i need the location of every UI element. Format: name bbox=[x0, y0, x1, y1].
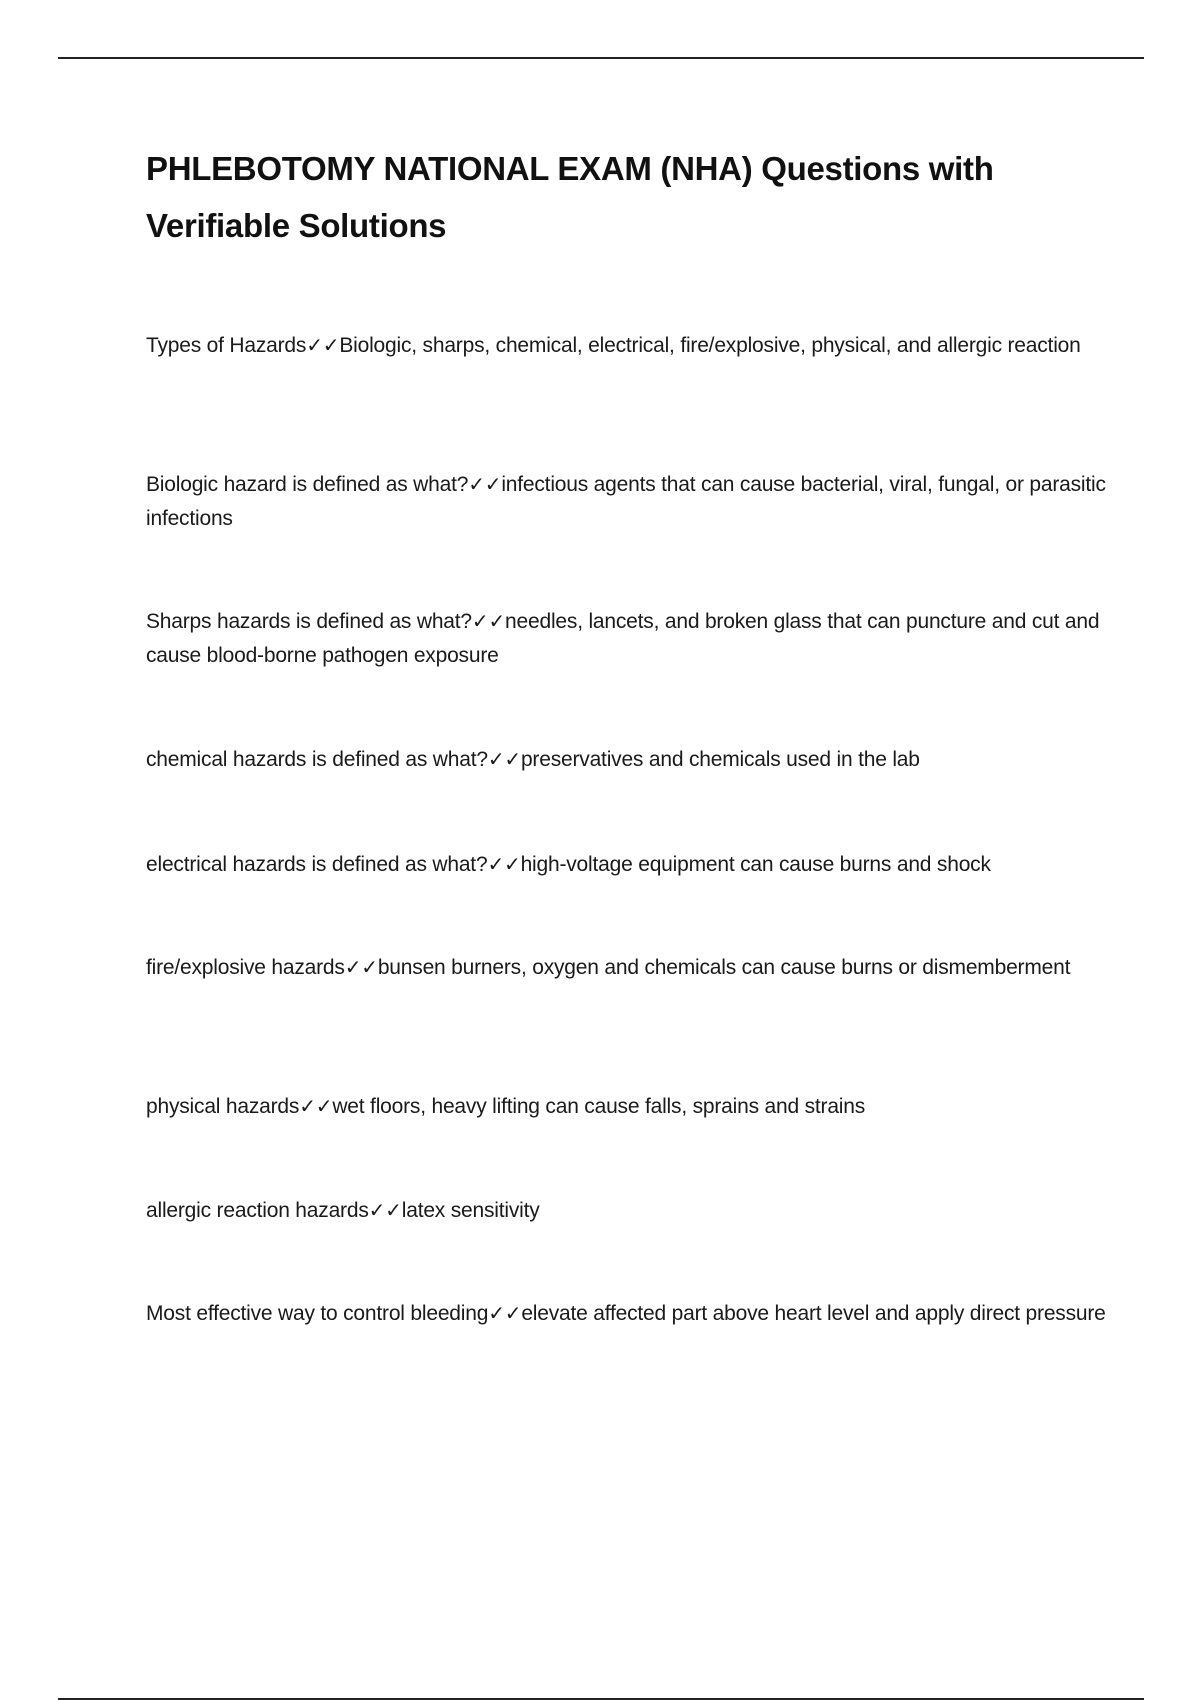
answer-text: high-voltage equipment can cause burns and shock bbox=[520, 853, 991, 876]
qa-item bbox=[146, 467, 1106, 536]
checkmark-icon: ✓✓ bbox=[344, 955, 378, 979]
page-title: PHLEBOTOMY NATIONAL EXAM (NHA) Questions with Verifiable Solutions bbox=[146, 150, 994, 244]
qa-item bbox=[146, 742, 1106, 777]
question-text: electrical hazards is defined as what? bbox=[146, 853, 488, 876]
checkmark-icon: ✓✓ bbox=[368, 1198, 402, 1222]
checkmark-icon: ✓✓ bbox=[468, 472, 502, 496]
checkmark-icon: ✓✓ bbox=[299, 1094, 333, 1118]
answer-text: bunsen burners, oxygen and chemicals can cause burns or dismemberment bbox=[377, 956, 1071, 979]
question-text: fire/explosive hazards bbox=[146, 956, 345, 979]
question-text: chemical hazards is defined as what? bbox=[146, 748, 488, 771]
qa-item bbox=[146, 1296, 1106, 1331]
question-text: Most effective way to control bleeding bbox=[146, 1302, 489, 1325]
answer-text: latex sensitivity bbox=[401, 1199, 540, 1222]
checkmark-icon: ✓✓ bbox=[306, 333, 340, 357]
answer-text: wet floors, heavy lifting can cause falls, sprains and strains bbox=[332, 1095, 866, 1118]
qa-item bbox=[146, 847, 1106, 882]
question-text: physical hazards bbox=[146, 1095, 300, 1118]
checkmark-icon: ✓✓ bbox=[487, 747, 521, 771]
qa-item bbox=[146, 604, 1106, 673]
answer-text: Biologic, sharps, chemical, electrical, fire/explosive, physical, and allergic reaction bbox=[339, 334, 1081, 357]
qa-item bbox=[146, 328, 1106, 363]
answer-text: infectious agents that can cause bacterial, viral, fungal, or parasitic infections bbox=[146, 473, 1106, 530]
answer-text: needles, lancets, and broken glass that can puncture and cut and cause blood-borne pathogen exposure bbox=[146, 610, 1100, 667]
answer-text: elevate affected part above heart level and apply direct pressure bbox=[521, 1302, 1106, 1325]
qa-item bbox=[146, 1193, 1106, 1228]
checkmark-icon: ✓✓ bbox=[487, 852, 521, 876]
checkmark-icon: ✓✓ bbox=[471, 609, 506, 633]
question-text: Types of Hazards bbox=[146, 334, 307, 357]
qa-item bbox=[146, 950, 1106, 985]
qa-item bbox=[146, 1089, 1106, 1124]
answer-text: preservatives and chemicals used in the lab bbox=[520, 748, 920, 771]
question-text: Biologic hazard is defined as what? bbox=[146, 473, 469, 496]
question-text: allergic reaction hazards bbox=[146, 1199, 369, 1222]
question-text: Sharps hazards is defined as what? bbox=[146, 610, 472, 633]
top-rule bbox=[58, 57, 1144, 59]
checkmark-icon: ✓✓ bbox=[488, 1301, 522, 1325]
